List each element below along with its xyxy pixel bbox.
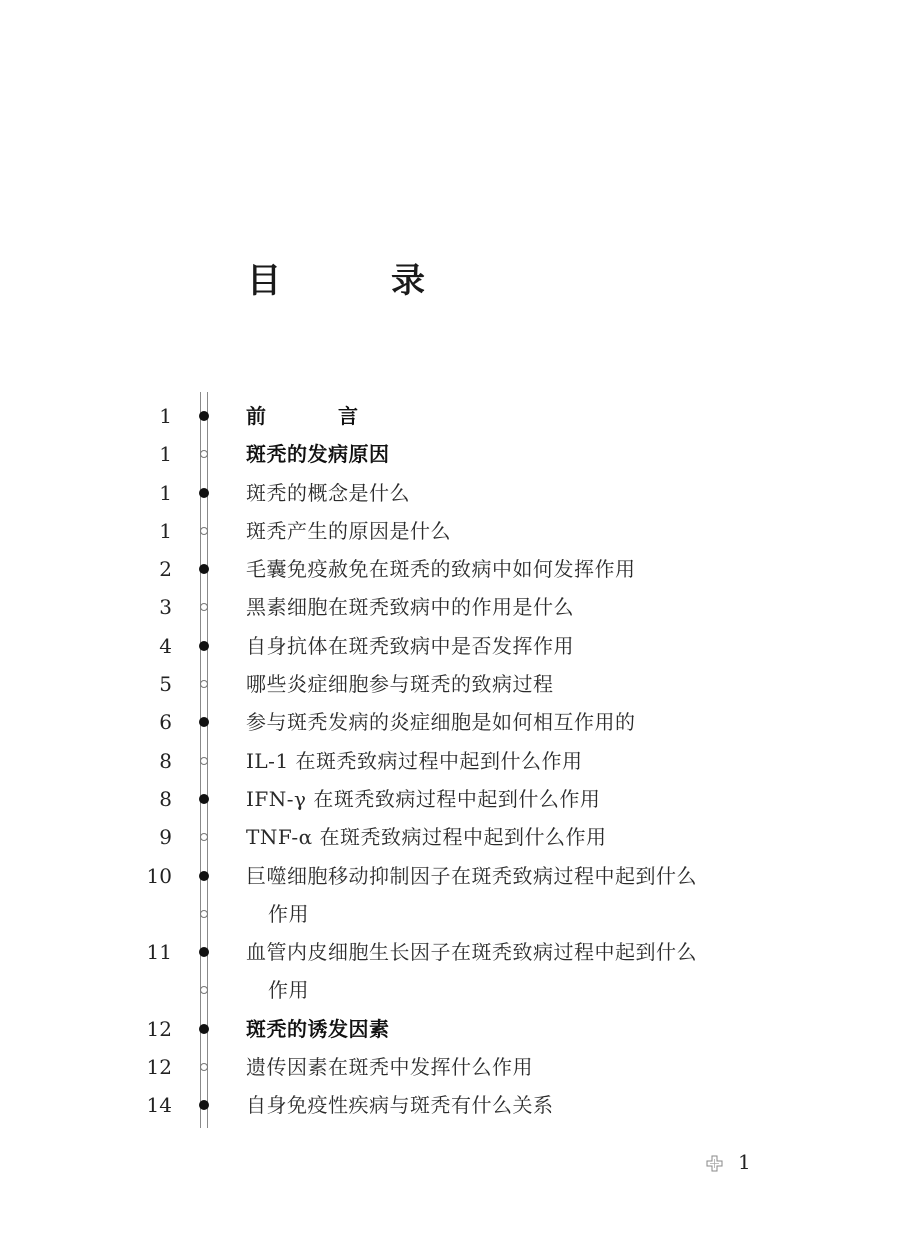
toc-entry[interactable] [0,512,900,550]
entry-title: 黑素细胞在斑秃致病中的作用是什么 [246,595,574,620]
entry-page-number: 14 [146,1093,172,1118]
entry-page-number: 12 [146,1055,172,1080]
bullet-dot [199,1024,209,1034]
entry-title: 遗传因素在斑秃中发挥什么作用 [246,1055,533,1080]
entry-page-number: 4 [159,633,172,658]
entry-title: 斑秃的诱发因素 [246,1016,390,1041]
entry-title: 斑秃的发病原因 [246,442,390,467]
toc-entry[interactable] [0,933,900,971]
toc-entry-continuation[interactable] [0,895,900,933]
entry-page-number: 1 [159,480,172,505]
toc-entry[interactable] [0,397,900,435]
entry-title: IFN-γ 在斑秃致病过程中起到什么作用 [246,786,601,811]
entry-title: IL-1 在斑秃致病过程中起到什么作用 [246,748,583,773]
toc-entry[interactable] [0,435,900,473]
page-title: 目 录 [247,261,463,301]
entry-page-number: 1 [159,518,172,543]
entry-page-number: 6 [159,710,172,735]
page-number: 1 [738,1150,751,1174]
entry-page-number: 5 [159,672,172,697]
entry-page-number: 2 [159,557,172,582]
entry-title: TNF-α 在斑秃致病过程中起到什么作用 [246,825,607,850]
toc-entry[interactable] [0,742,900,780]
medical-cross-icon [706,1155,723,1172]
entry-title: 自身免疫性疾病与斑秃有什么关系 [246,1093,554,1118]
toc-entry[interactable] [0,780,900,818]
entry-page-number: 8 [159,786,172,811]
entry-page-number: 8 [159,748,172,773]
bullet-dot [200,1063,208,1071]
bullet-dot [199,794,209,804]
entry-title: 血管内皮细胞生长因子在斑秃致病过程中起到什么 [246,940,697,965]
entry-title: 斑秃的概念是什么 [246,480,410,505]
bullet-dot [199,947,209,957]
entry-title: 毛囊免疫赦免在斑秃的致病中如何发挥作用 [246,557,636,582]
entry-title: 自身抗体在斑秃致病中是否发挥作用 [246,633,574,658]
bullet-dot [200,680,208,688]
toc-entry[interactable] [0,1048,900,1086]
bullet-dot [200,603,208,611]
toc-entry[interactable] [0,474,900,512]
bullet-dot [199,411,209,421]
entry-title: 斑秃产生的原因是什么 [246,518,451,543]
entry-title: 巨噬细胞移动抑制因子在斑秃致病过程中起到什么 [246,863,697,888]
entry-title: 前 言 [246,404,384,428]
entry-page-number: 12 [146,1016,172,1041]
toc-entry[interactable] [0,588,900,626]
entry-page-number: 9 [159,825,172,850]
bullet-dot [199,564,209,574]
entry-title: 作用 [268,978,309,1003]
bullet-dot [200,450,208,458]
bullet-dot [199,871,209,881]
bullet-dot [200,833,208,841]
bullet-dot [199,1100,209,1110]
bullet-dot [199,717,209,727]
bullet-dot [200,910,208,918]
bullet-dot [200,757,208,765]
toc-entry[interactable] [0,1086,900,1124]
entry-page-number: 1 [159,404,172,428]
bullet-dot [200,527,208,535]
toc-entry[interactable] [0,550,900,588]
entry-title: 参与斑秃发病的炎症细胞是如何相互作用的 [246,710,636,735]
toc-entry-continuation[interactable] [0,971,900,1009]
toc-entry[interactable] [0,627,900,665]
entry-page-number: 1 [159,442,172,467]
bullet-dot [200,986,208,994]
entry-title: 作用 [268,901,309,926]
entry-page-number: 3 [159,595,172,620]
entry-page-number: 10 [146,863,172,888]
toc-entry[interactable] [0,665,900,703]
bullet-dot [199,488,209,498]
entry-page-number: 11 [146,940,172,965]
bullet-dot [199,641,209,651]
entry-title: 哪些炎症细胞参与斑秃的致病过程 [246,672,554,697]
toc-entry[interactable] [0,1010,900,1048]
toc-entry[interactable] [0,703,900,741]
toc-entry[interactable] [0,857,900,895]
toc-entry[interactable] [0,818,900,856]
table-of-contents [0,397,900,1125]
